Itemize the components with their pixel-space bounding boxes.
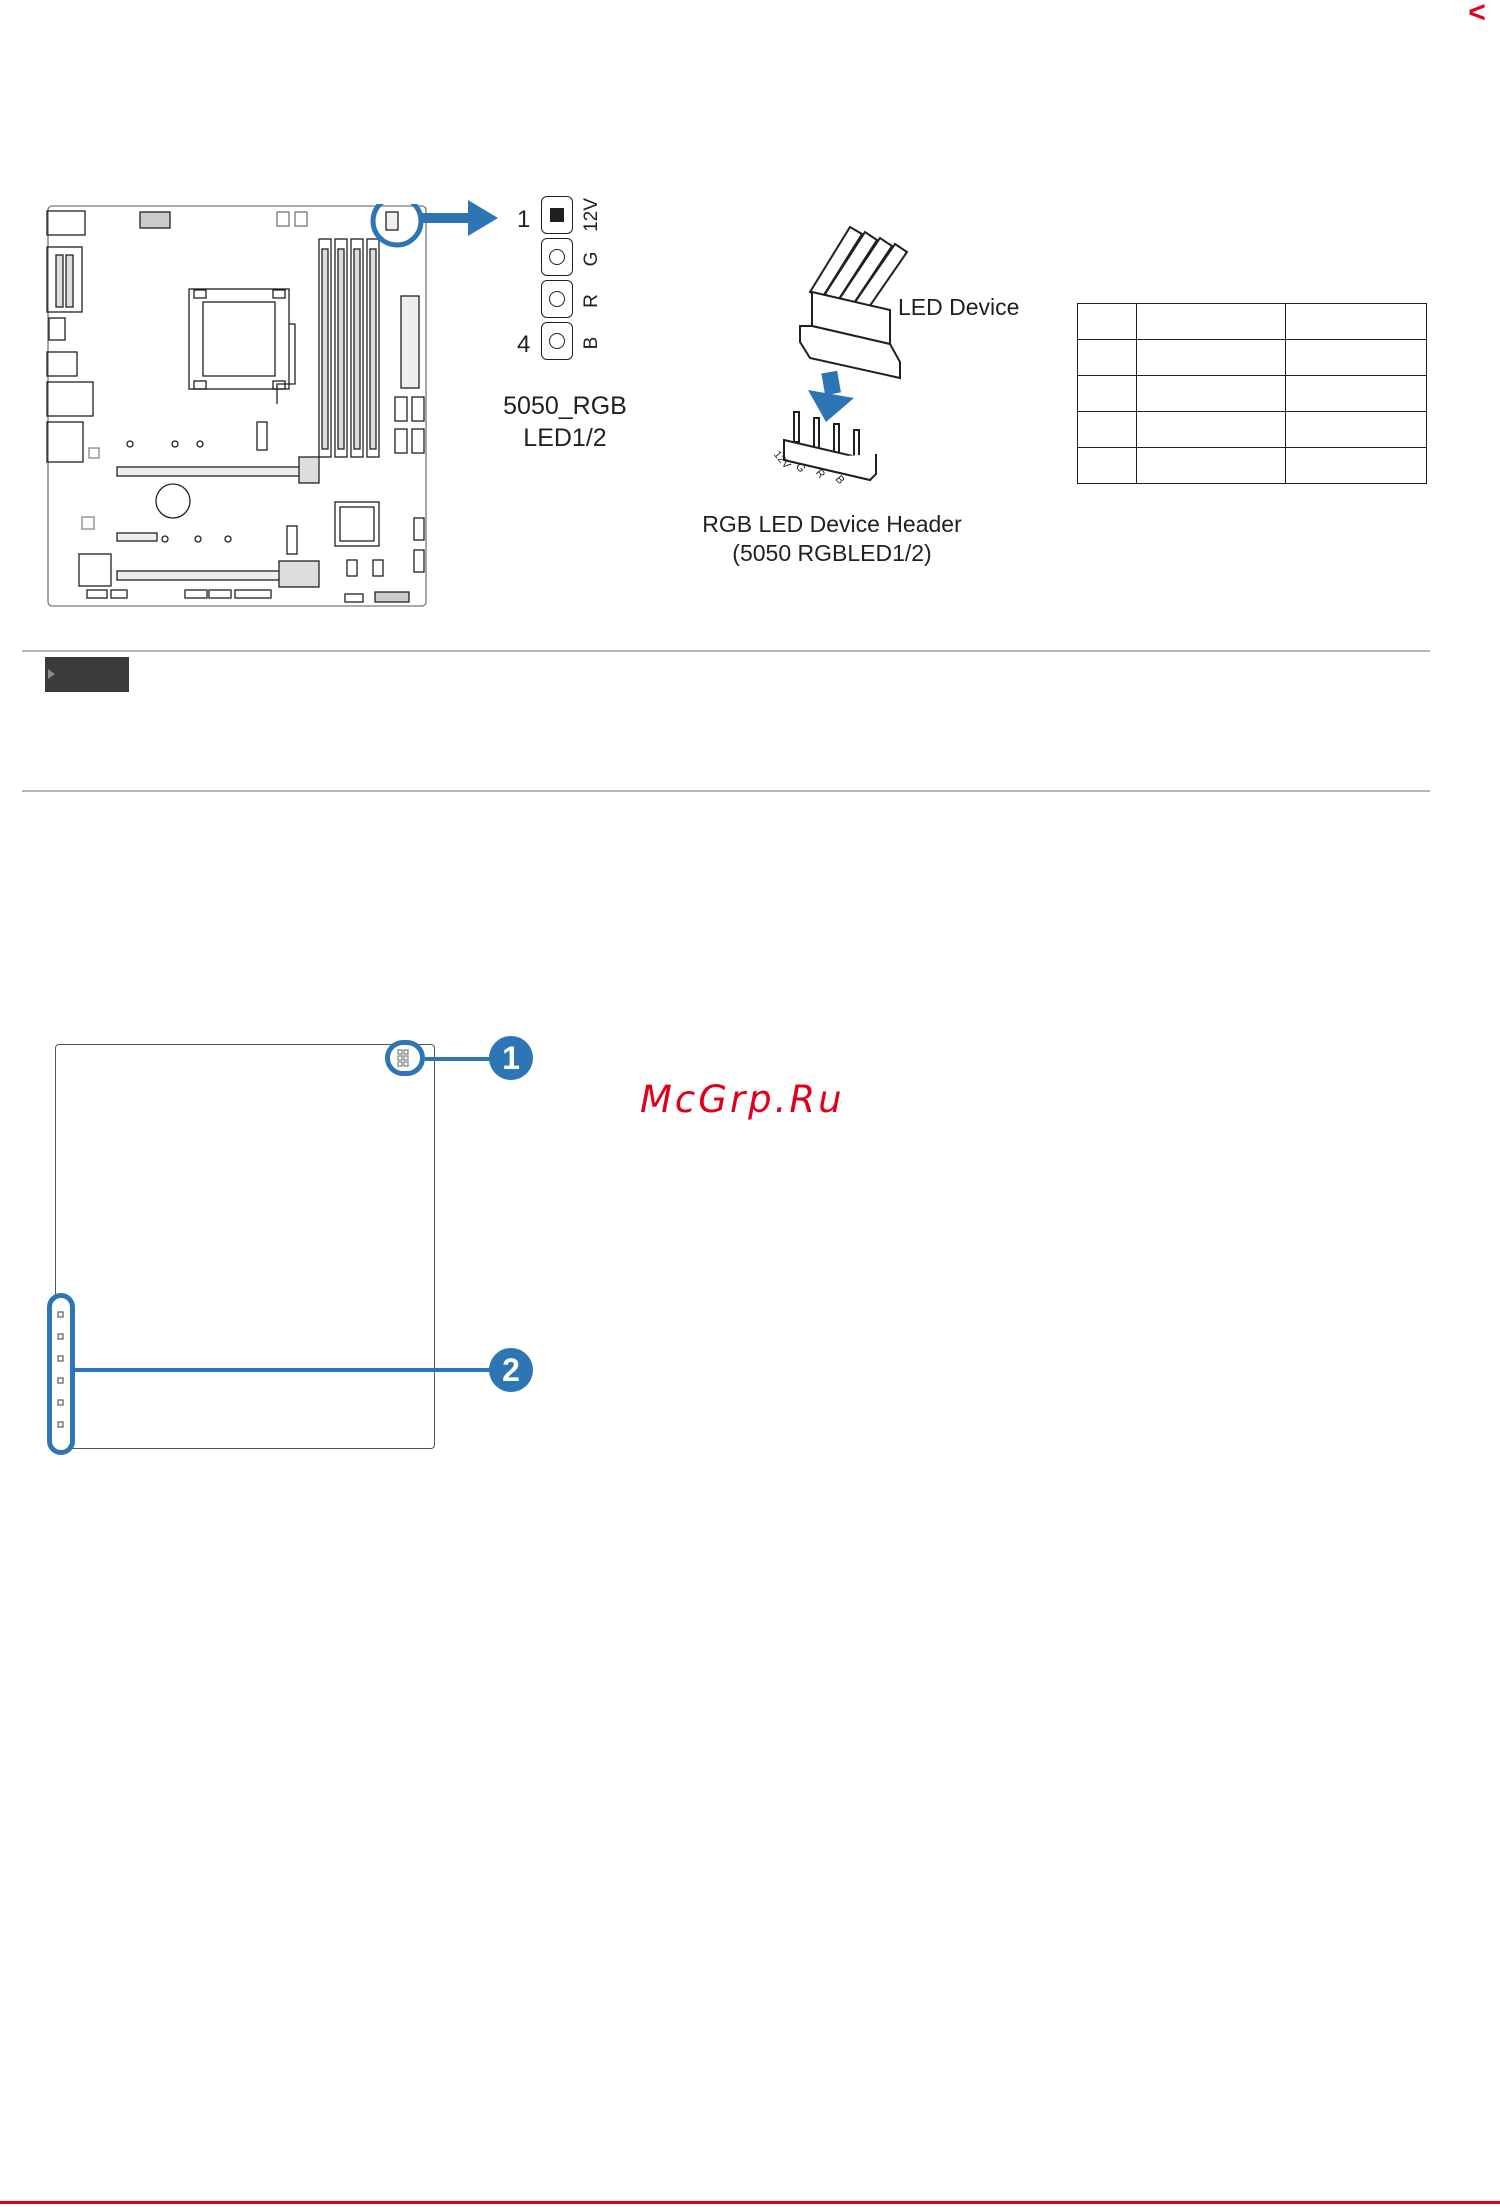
callout-2-highlight [47,1293,75,1455]
header-pin-label-12v: 12V [770,448,793,472]
pin-definition-table [1077,303,1427,484]
header-pin-label-group [770,448,882,492]
rgb-header-caption [672,510,992,568]
table-cell [1078,448,1137,484]
table-cell [1286,340,1427,376]
watermark-text: McGrp.Ru [640,1078,845,1121]
table-row [1078,304,1427,340]
table-row [1078,448,1427,484]
table-cell [1137,376,1286,412]
led-device-label: LED Device [898,294,1020,320]
table-row [1078,412,1427,448]
callout-1-highlight [385,1040,425,1076]
motherboard-diagram [45,204,429,608]
table-cell [1078,376,1137,412]
table-row [1078,376,1427,412]
back-chevron-icon[interactable]: < [1468,0,1486,29]
header-pin-label-g: G [792,460,808,476]
table-cell [1137,304,1286,340]
board-outline-lower [55,1044,435,1449]
callout-2-badge: 2 [489,1348,533,1392]
table-cell [1078,412,1137,448]
callout-1-badge: 1 [489,1036,533,1080]
note-tab [45,657,129,692]
pin-label-12v: 12V [581,198,602,232]
section-divider-bottom [22,790,1430,792]
table-cell [1286,412,1427,448]
pin-2-round [541,238,573,276]
header-pin-label-b: B [832,473,847,487]
table-cell [1137,340,1286,376]
callout-arrow [420,200,500,236]
table-cell [1286,448,1427,484]
section-divider-top [22,650,1430,652]
table-cell [1286,376,1427,412]
pin-diagram [505,196,625,366]
callout-1-line [425,1057,495,1061]
pin-number-first: 1 [517,206,531,233]
pin-label-b: B [581,336,602,350]
table-cell [1137,412,1286,448]
pin-number-last: 4 [517,331,531,358]
pin-1-square [541,196,573,234]
table-cell [1137,448,1286,484]
table-cell [1286,304,1427,340]
table-cell [1078,304,1137,340]
connector-name-line2: LED1/2 [523,424,607,452]
footer-rule [0,2201,1500,2204]
callout-2-line [75,1368,495,1372]
header-pin-label-r: R [812,467,828,481]
note-arrow-icon [48,669,55,679]
rgb-header-caption-line2: (5050 RGBLED1/2) [732,540,932,566]
pin-3-round [541,280,573,318]
pin-label-r: R [581,294,602,308]
rgb-header-caption-line1: RGB LED Device Header [702,511,962,537]
pin-4-round [541,322,573,360]
motherboard-outline-image [45,204,429,608]
pin-label-g: G [581,251,602,267]
connector-name [470,390,660,454]
table-row [1078,340,1427,376]
table-cell [1078,340,1137,376]
connector-name-line1: 5050_RGB [503,392,627,420]
